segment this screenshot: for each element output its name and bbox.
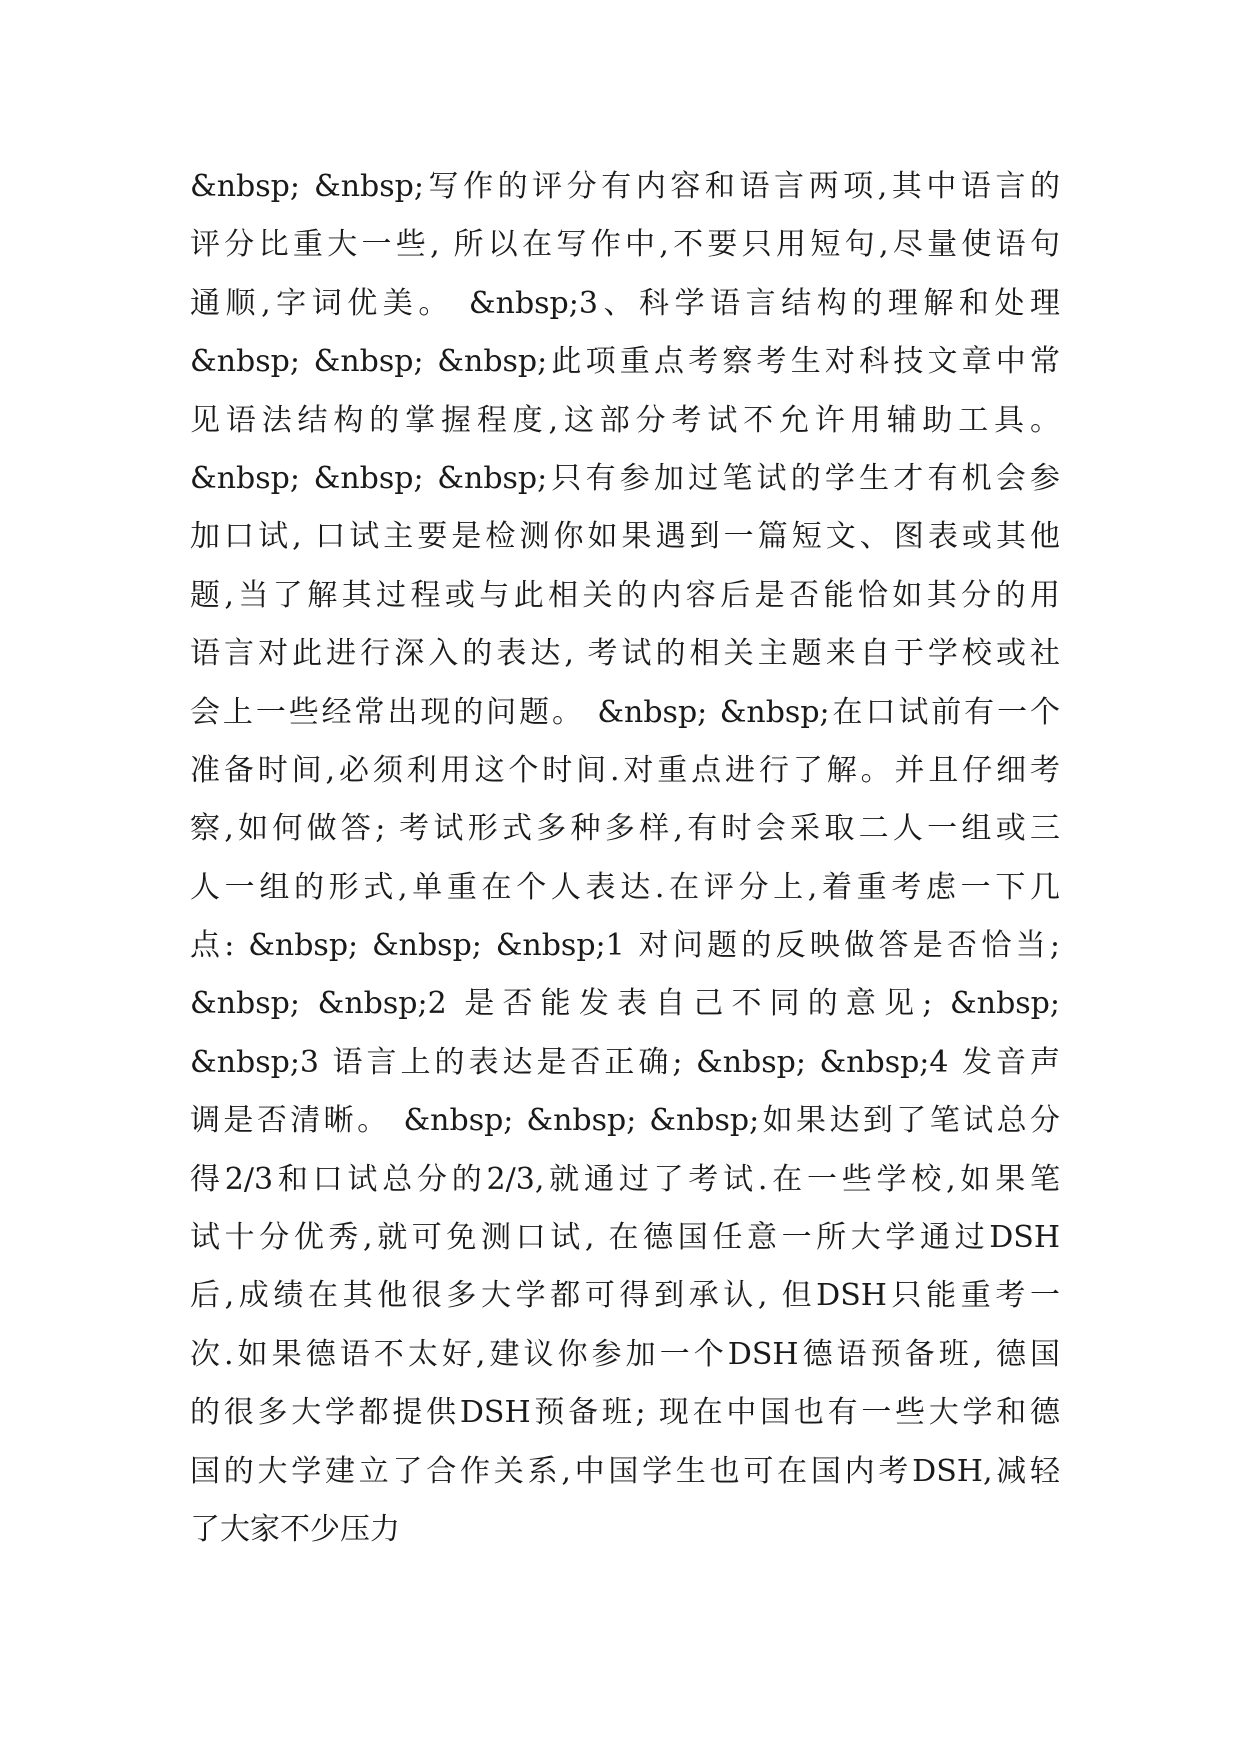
text-line: &nbsp; &nbsp;写作的评分有内容和语言两项,其中语言的: [190, 169, 1060, 204]
text-line: 点: &nbsp; &nbsp; &nbsp;1 对问题的反映做答是否恰当;: [190, 928, 1060, 964]
text-line: 国的大学建立了合作关系,中国学生也可在国内考DSH,减轻: [190, 1453, 1060, 1489]
text-line: 次.如果德语不太好,建议你参加一个DSH德语预备班, 德国: [190, 1336, 1060, 1372]
text-line: 得2/3和口试总分的2/3,就通过了考试.在一些学校,如果笔: [190, 1161, 1060, 1197]
text-line: 的很多大学都提供DSH预备班; 现在中国也有一些大学和德: [190, 1395, 1060, 1431]
text-line: 准备时间,必须利用这个时间.对重点进行了解。并且仔细考: [190, 752, 1060, 788]
text-line: 加口试, 口试主要是检测你如果遇到一篇短文、图表或其他: [190, 519, 1060, 555]
text-line: 评分比重大一些, 所以在写作中,不要只用短句,尽量使语句: [190, 227, 1060, 263]
text-line: 见语法结构的掌握程度,这部分考试不允许用辅助工具。: [190, 402, 1060, 438]
text-line: 了大家不少压力: [190, 1511, 400, 1547]
text-line: 调是否清晰。 &nbsp; &nbsp; &nbsp;如果达到了笔试总分: [190, 1103, 1060, 1139]
text-line: &nbsp; &nbsp; &nbsp;只有参加过笔试的学生才有机会参: [190, 460, 1060, 496]
text-line: 后,成绩在其他很多大学都可得到承认, 但DSH只能重考一: [190, 1278, 1060, 1314]
text-line: &nbsp; &nbsp;2 是否能发表自己不同的意见; &nbsp;: [190, 986, 1060, 1022]
text-line: 会上一些经常出现的问题。 &nbsp; &nbsp;在口试前有一个: [190, 694, 1060, 730]
text-line: 试十分优秀,就可免测口试, 在德国任意一所大学通过DSH: [190, 1220, 1060, 1256]
text-line: &nbsp;3 语言上的表达是否正确; &nbsp; &nbsp;4 发音声: [190, 1044, 1060, 1080]
document-body: [190, 158, 1060, 1559]
text-line: 察,如何做答; 考试形式多种多样,有时会采取二人一组或三: [190, 811, 1060, 847]
text-line: &nbsp; &nbsp; &nbsp;此项重点考察考生对科技文章中常: [190, 344, 1060, 380]
text-line: 人一组的形式,单重在个人表达.在评分上,着重考虑一下几: [190, 869, 1060, 905]
text-line: 语言对此进行深入的表达, 考试的相关主题来自于学校或社: [190, 636, 1060, 672]
text-line: 通顺,字词优美。 &nbsp;3、科学语言结构的理解和处理: [190, 285, 1060, 321]
text-line: 题,当了解其过程或与此相关的内容后是否能恰如其分的用: [190, 577, 1060, 613]
